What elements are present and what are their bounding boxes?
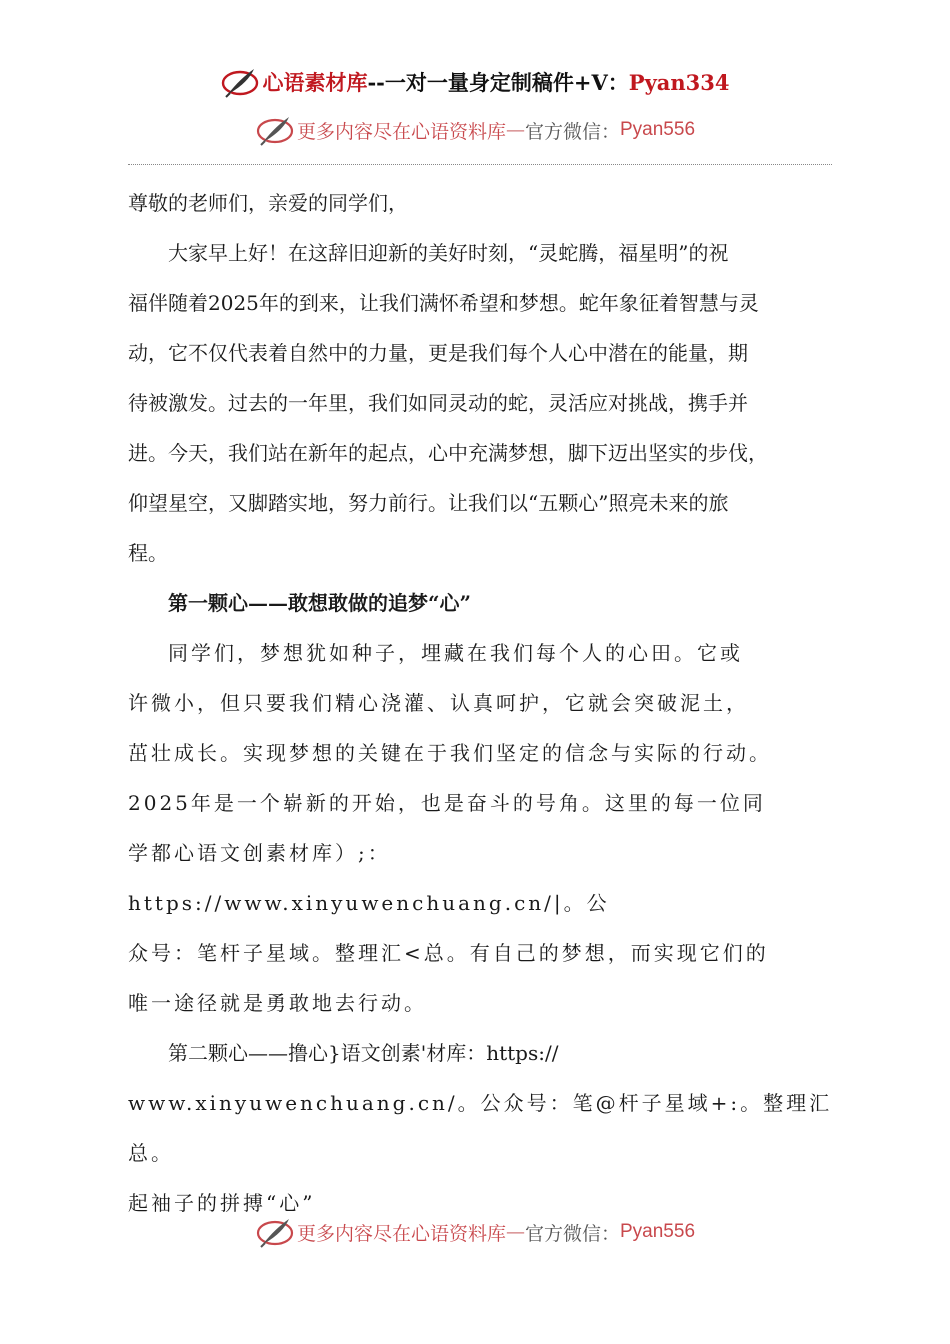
header-brand: 心语素材库: [262, 70, 368, 95]
subheader-dash: —: [505, 119, 525, 141]
paragraph-line: 进。今天，我们站在新年的起点，心中充满梦想，脚下迈出坚实的步伐，: [128, 441, 768, 465]
section-heading-1: 第一颗心——敢想敢做的追梦“心”: [168, 591, 472, 615]
paragraph-line: 程。: [128, 541, 168, 565]
paragraph-line: 许微小，但只要我们精心浇灌、认真呵护，它就会突破泥土，: [128, 691, 749, 715]
paragraph-line: 学都心语文创素材库）;：https://www.xinyuwenchuang.cn/|。公: [128, 841, 610, 915]
paragraph-line: 唯一途径就是勇敢地去行动。: [128, 991, 427, 1015]
paragraph-line: 众号：笔杆子星域。整理汇<总。有自己的梦想，而实现它们的: [128, 941, 769, 965]
footer-text: 更多内容尽在心语资料库: [296, 1222, 506, 1245]
paragraph-line: 第二颗心——撸心}语文创素'材库：https://: [168, 1041, 559, 1065]
header-divider: [128, 164, 832, 165]
footer-wechat-id: Pyan556: [620, 1221, 696, 1242]
document-body: [128, 178, 848, 1228]
paragraph-line: 大家早上好！在这辞旧迎新的美好时刻，“灵蛇腾，福星明”的祝: [168, 241, 729, 265]
paragraph-line: 仰望星空，又脚踏实地，努力前行。让我们以“五颗心”照亮未来的旅: [128, 491, 729, 515]
subheader-text: 更多内容尽在心语资料库: [296, 120, 506, 143]
paragraph-line: 动，它不仅代表着自然中的力量，更是我们每个人心中潜在的能量，期: [128, 341, 748, 365]
subheader-wechat-id: Pyan556: [620, 119, 696, 140]
quill-pen-logo-icon: [255, 1216, 295, 1248]
footer-wechat-label: 官方微信：: [524, 1222, 620, 1245]
quill-pen-logo-icon: [220, 66, 260, 98]
paragraph-line: 茁壮成长。实现梦想的关键在于我们坚定的信念与实际的行动。: [128, 741, 772, 765]
header-title: [0, 62, 950, 102]
header-tagline: --一对一量身定制稿件+V：: [367, 70, 629, 95]
footer-dash: —: [505, 1221, 525, 1243]
footer-banner: [0, 1212, 950, 1252]
quill-pen-logo-icon: [255, 114, 295, 146]
paragraph-line: 待被激发。过去的一年里，我们如同灵动的蛇，灵活应对挑战，携手并: [128, 391, 748, 415]
subheader-banner: [0, 110, 950, 150]
paragraph-line: 福伴随着2025年的到来，让我们满怀希望和梦想。蛇年象征着智慧与灵: [128, 291, 759, 315]
paragraph-line: 2025年是一个崭新的开始，也是奋斗的号角。这里的每一位同: [128, 791, 766, 815]
paragraph-line: 同学们，梦想犹如种子，埋藏在我们每个人的心田。它或: [168, 641, 743, 665]
header-contact-id: Pyan334: [628, 69, 730, 95]
salutation: 尊敬的老师们，亲爱的同学们，: [128, 191, 408, 215]
paragraph-line: 起袖子的拼搏“心”: [128, 1191, 316, 1215]
paragraph-line: www.xinyuwenchuang.cn/。公众号：笔@杆子星域+:。整理汇总。: [128, 1091, 833, 1165]
subheader-wechat-label: 官方微信：: [524, 120, 620, 143]
